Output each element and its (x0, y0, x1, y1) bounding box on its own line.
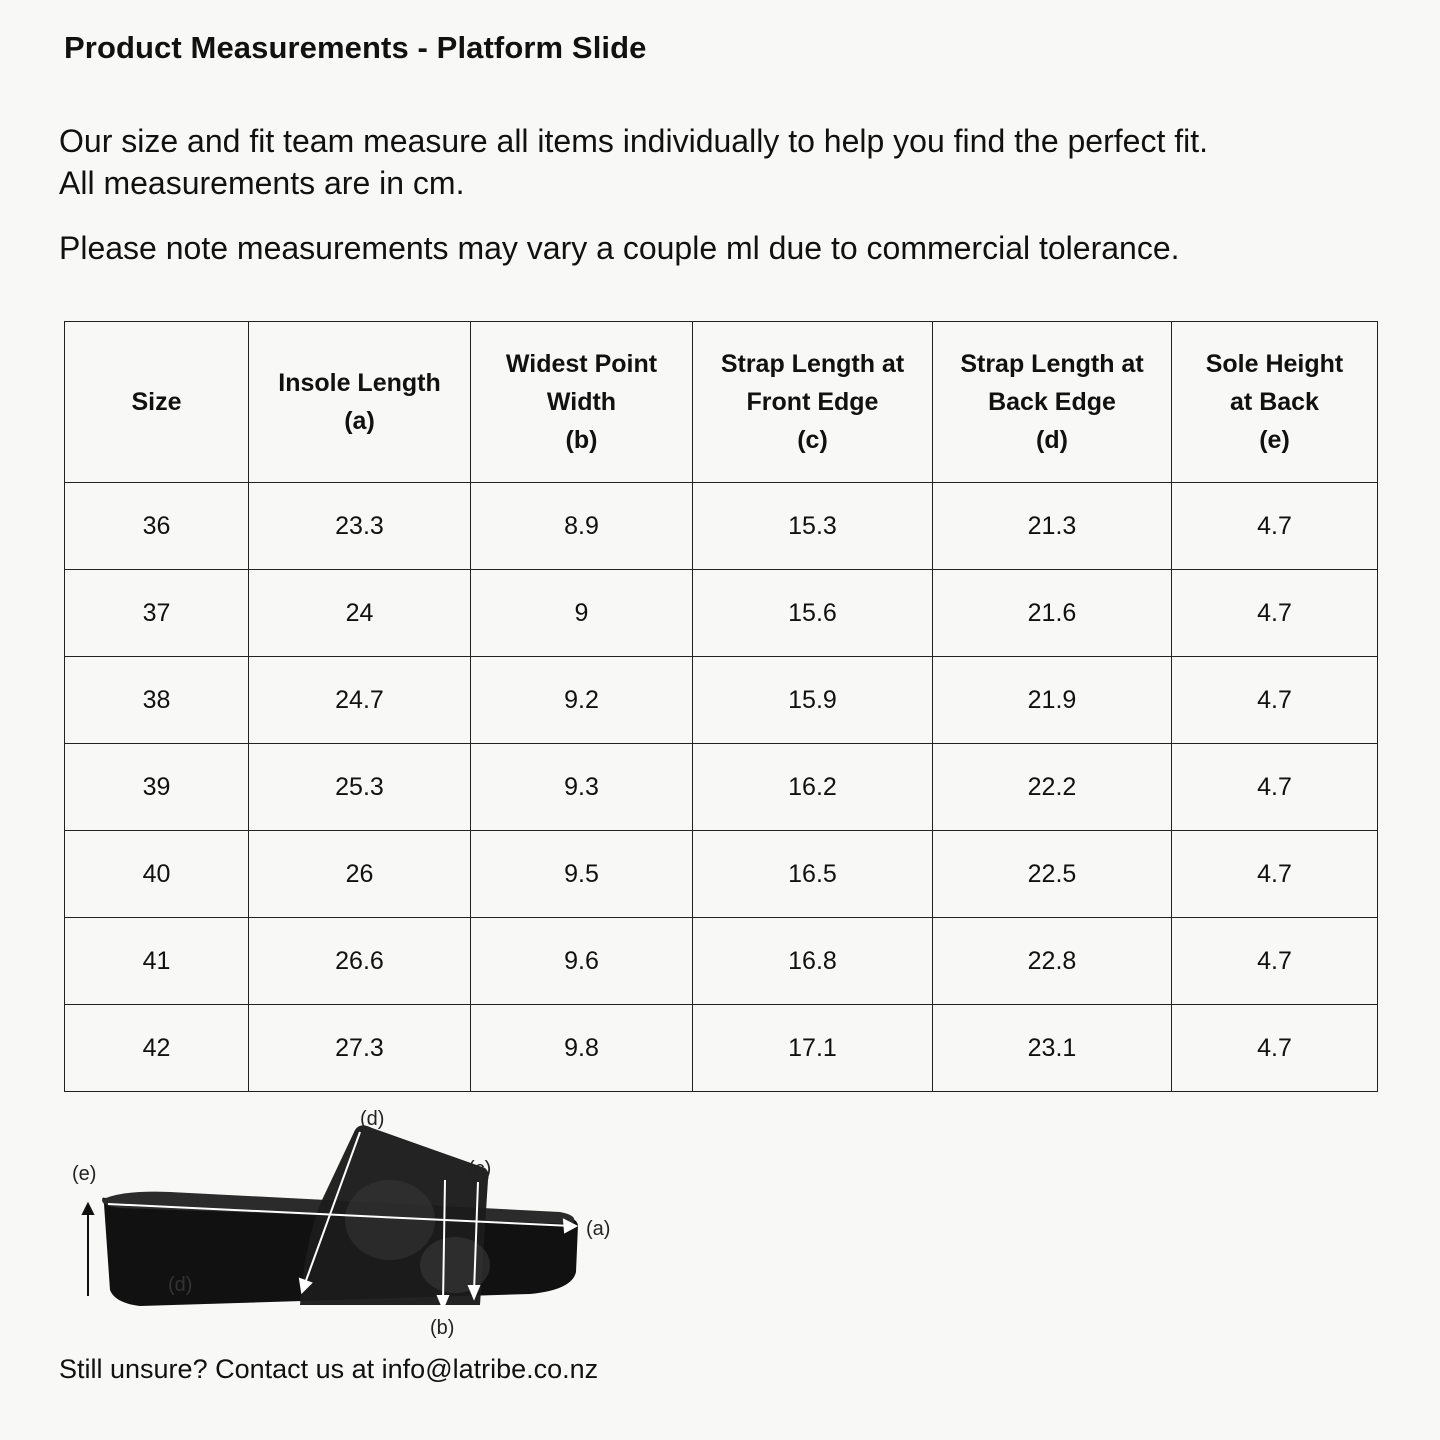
size-cell: 39 (65, 744, 249, 831)
size-cell: 36 (65, 483, 249, 570)
table-row (65, 570, 1378, 657)
table-row (65, 831, 1378, 918)
label-d-bottom: (d) (168, 1274, 193, 1296)
measurement-cell: 25.3 (249, 744, 471, 831)
column-header-line: (b) (565, 426, 598, 454)
measurement-cell: 4.7 (1172, 744, 1378, 831)
column-header-line: (a) (344, 407, 375, 435)
size-cell: 38 (65, 657, 249, 744)
measurement-cell: 16.2 (693, 744, 933, 831)
table-row (65, 1005, 1378, 1092)
table-row (65, 918, 1378, 1005)
column-header-line: Widest Point (505, 350, 658, 378)
size-chart-table (64, 321, 1378, 1092)
column-header (471, 322, 693, 483)
measurement-cell: 9 (471, 570, 693, 657)
measurement-cell: 9.6 (471, 918, 693, 1005)
measurement-cell: 24.7 (249, 657, 471, 744)
label-a: (a) (586, 1218, 611, 1240)
measurement-cell: 9.5 (471, 831, 693, 918)
label-c: (c) (468, 1158, 492, 1180)
column-header (1172, 322, 1378, 483)
size-cell: 40 (65, 831, 249, 918)
measurement-cell: 4.7 (1172, 570, 1378, 657)
measurement-cell: 15.9 (693, 657, 933, 744)
table-body (65, 483, 1378, 1092)
measurement-cell: 26.6 (249, 918, 471, 1005)
measurement-cell: 26 (249, 831, 471, 918)
intro-line-2: All measurements are in cm. (59, 165, 465, 201)
label-b: (b) (430, 1317, 455, 1339)
measurement-cell: 17.1 (693, 1005, 933, 1092)
measurement-cell: 4.7 (1172, 483, 1378, 570)
column-header (65, 322, 249, 483)
column-header-line: (e) (1259, 426, 1290, 454)
measurement-cell: 16.5 (693, 831, 933, 918)
measurement-cell: 4.7 (1172, 1005, 1378, 1092)
column-header-line: Strap Length at (720, 350, 905, 378)
measurement-cell: 24 (249, 570, 471, 657)
size-cell: 37 (65, 570, 249, 657)
column-header (933, 322, 1172, 483)
measurement-cell: 16.8 (693, 918, 933, 1005)
size-cell: 42 (65, 1005, 249, 1092)
column-header-line: (d) (1036, 426, 1068, 454)
measurement-cell: 9.3 (471, 744, 693, 831)
column-header-line: (c) (797, 426, 828, 454)
measurement-cell: 4.7 (1172, 831, 1378, 918)
column-header-line: Back Edge (988, 388, 1116, 416)
measurement-cell: 21.3 (933, 483, 1172, 570)
table-header-row (65, 322, 1378, 483)
measurement-cell: 23.3 (249, 483, 471, 570)
measurement-cell: 21.6 (933, 570, 1172, 657)
measurement-cell: 22.8 (933, 918, 1172, 1005)
measurement-cell: 15.6 (693, 570, 933, 657)
measurement-cell: 22.2 (933, 744, 1172, 831)
column-header-line: Sole Height (1205, 350, 1344, 378)
measurement-cell: 8.9 (471, 483, 693, 570)
column-header-line: Front Edge (746, 388, 879, 416)
measurement-cell: 15.3 (693, 483, 933, 570)
column-header (249, 322, 471, 483)
label-d-top: (d) (360, 1108, 385, 1130)
tolerance-note: Please note measurements may vary a couple ml due to commercial tolerance. (59, 230, 1180, 266)
table-row (65, 483, 1378, 570)
measurement-cell: 23.1 (933, 1005, 1172, 1092)
measurement-cell: 4.7 (1172, 657, 1378, 744)
measurement-cell: 9.2 (471, 657, 693, 744)
column-header-line: Width (546, 388, 617, 416)
measurement-cell: 22.5 (933, 831, 1172, 918)
contact-line: Still unsure? Contact us at info@latribe.co.nz (59, 1354, 599, 1384)
slide-diagram (60, 1100, 640, 1350)
column-header-line: Size (131, 388, 182, 416)
table-row (65, 657, 1378, 744)
column-header-line: Strap Length at (960, 350, 1144, 378)
label-e: (e) (72, 1163, 97, 1185)
intro-text (59, 120, 1208, 204)
table-row (65, 744, 1378, 831)
measurement-cell: 21.9 (933, 657, 1172, 744)
column-header-line: Insole Length (278, 369, 441, 397)
page-title: Product Measurements - Platform Slide (64, 30, 647, 65)
measurement-cell: 27.3 (249, 1005, 471, 1092)
intro-line-1: Our size and fit team measure all items individually to help you find the perfect fit. (59, 123, 1208, 159)
column-header-line: at Back (1230, 388, 1319, 416)
size-cell: 41 (65, 918, 249, 1005)
column-header (693, 322, 933, 483)
measurement-cell: 4.7 (1172, 918, 1378, 1005)
measurement-cell: 9.8 (471, 1005, 693, 1092)
